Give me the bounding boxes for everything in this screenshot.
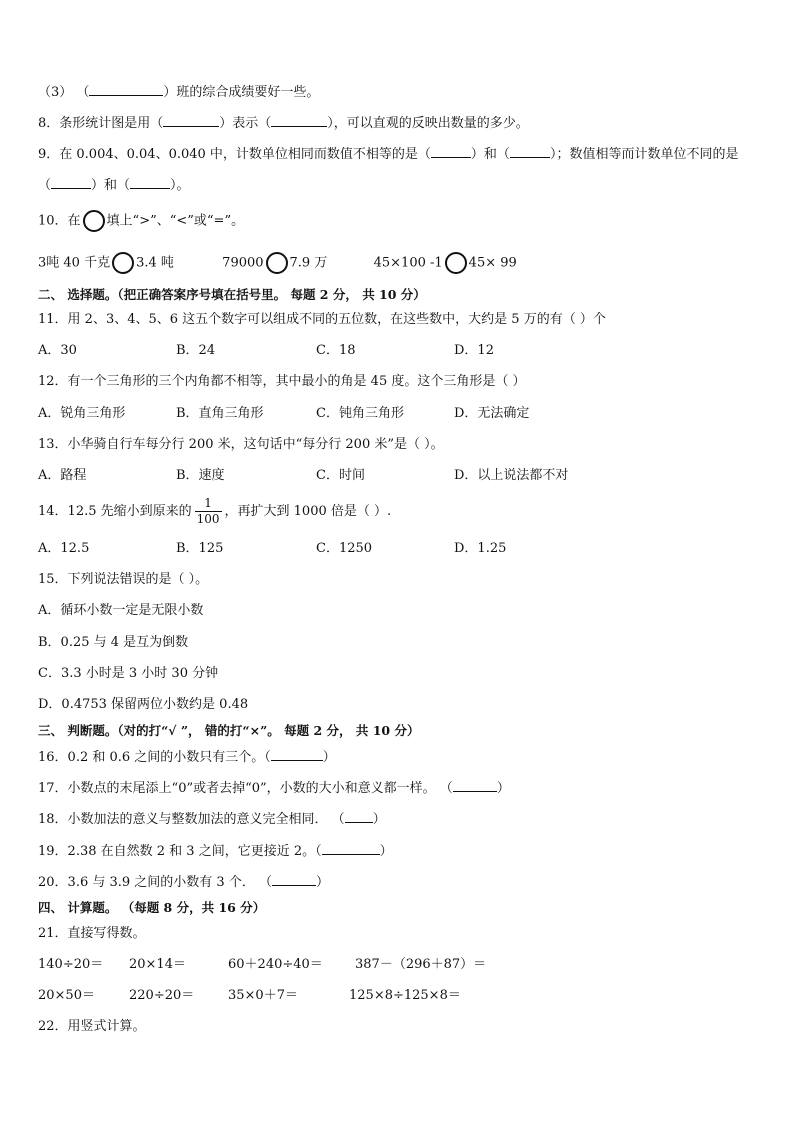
answer-blank[interactable] bbox=[510, 145, 550, 158]
question-16: 16．0.2 和 0.6 之间的小数只有三个。（ ） bbox=[38, 750, 336, 765]
question-9-cont: （ ）和（ ）。 bbox=[38, 178, 190, 193]
question-17: 17．小数点的末尾添上“0”或者去掉“0”，小数的大小和意义都一样。 （ ） bbox=[38, 781, 510, 796]
option-b[interactable]: B．速度 bbox=[176, 468, 225, 483]
section-2-heading: 二、 选择题。（把正确答案序号填在括号里。 每题 2 分， 共 10 分） bbox=[38, 287, 426, 302]
calc-item: 35×0＋7＝ bbox=[228, 988, 298, 1003]
answer-blank[interactable] bbox=[130, 176, 170, 189]
option-b[interactable]: B．0.25 与 4 是互为倒数 bbox=[38, 635, 189, 650]
option-d[interactable]: D．12 bbox=[454, 343, 494, 358]
question-10: 10．在 填上“>”、“<”或“=”。 bbox=[38, 210, 244, 232]
option-c[interactable]: C．钝角三角形 bbox=[316, 406, 404, 421]
question-18: 18．小数加法的意义与整数加法的意义完全相同． （ ） bbox=[38, 812, 386, 827]
option-c[interactable]: C．3.3 小时是 3 小时 30 分钟 bbox=[38, 666, 219, 681]
answer-blank[interactable] bbox=[322, 842, 380, 855]
question-21: 21．直接写得数。 bbox=[38, 926, 146, 941]
answer-blank[interactable] bbox=[345, 810, 373, 823]
section-3-heading: 三、 判断题。（对的打“√ ”， 错的打“×”。 每题 2 分， 共 10 分） bbox=[38, 723, 420, 738]
option-d[interactable]: D．1.25 bbox=[454, 541, 507, 556]
question-13-options bbox=[38, 467, 568, 485]
question-12-options bbox=[38, 405, 529, 423]
fraction: $\frac{1}{100}$ bbox=[196, 496, 220, 526]
calc-item: 60＋240÷40＝ bbox=[228, 957, 323, 972]
calc-item: 140÷20＝ bbox=[38, 957, 104, 972]
question-11-options bbox=[38, 342, 494, 360]
option-c[interactable]: C．18 bbox=[316, 343, 356, 358]
answer-blank[interactable] bbox=[89, 83, 163, 96]
compare-circle-icon bbox=[83, 210, 105, 232]
answer-blank[interactable] bbox=[431, 145, 471, 158]
option-d[interactable]: D．以上说法都不对 bbox=[454, 468, 569, 483]
compare-circle[interactable] bbox=[445, 252, 467, 274]
answer-blank[interactable] bbox=[272, 873, 316, 886]
question-7: （3） （ ）班的综合成绩要好一些。 bbox=[38, 85, 320, 100]
option-a[interactable]: A．锐角三角形 bbox=[38, 406, 126, 421]
question-14: 14．12.5 先缩小到原来的 $\frac{1}{100}$ ，再扩大到 1000 倍是（ ）. bbox=[38, 496, 392, 526]
answer-blank[interactable] bbox=[271, 114, 327, 127]
question-11: 11．用 2、3、4、5、6 这五个数字可以组成不同的五位数，在这些数中，大约是 5 万的有（ ）个 bbox=[38, 312, 606, 327]
calc-row-1 bbox=[38, 956, 486, 974]
option-a[interactable]: A．30 bbox=[38, 343, 77, 358]
option-c[interactable]: C．时间 bbox=[316, 468, 365, 483]
question-22: 22．用竖式计算。 bbox=[38, 1019, 146, 1034]
option-b[interactable]: B．24 bbox=[176, 343, 216, 358]
calc-item: 20×50＝ bbox=[38, 988, 95, 1003]
option-b[interactable]: B．直角三角形 bbox=[176, 406, 264, 421]
calc-item: 387－（296＋87）＝ bbox=[355, 957, 487, 972]
option-a[interactable]: A．12.5 bbox=[38, 541, 90, 556]
option-a[interactable]: A．循环小数一定是无限小数 bbox=[38, 603, 204, 618]
calc-item: 20×14＝ bbox=[129, 957, 186, 972]
option-b[interactable]: B．125 bbox=[176, 541, 224, 556]
option-d[interactable]: D．无法确定 bbox=[454, 406, 530, 421]
option-c[interactable]: C．1250 bbox=[316, 541, 373, 556]
section-4-heading: 四、 计算题。 （每题 8 分，共 16 分） bbox=[38, 900, 266, 915]
question-19: 19．2.38 在自然数 2 和 3 之间，它更接近 2。（ ） bbox=[38, 844, 393, 859]
answer-blank[interactable] bbox=[163, 114, 219, 127]
answer-blank[interactable] bbox=[453, 779, 497, 792]
question-9: 9．在 0.004、0.04、0.040 中，计数单位相同而数值不相等的是（ ）和（ ）；数值相等而计数单位不同的是 bbox=[38, 147, 739, 162]
calc-item: 220÷20＝ bbox=[129, 988, 195, 1003]
calc-row-2 bbox=[38, 987, 461, 1005]
option-d[interactable]: D．0.4753 保留两位小数约是 0.48 bbox=[38, 697, 249, 712]
answer-blank[interactable] bbox=[51, 176, 91, 189]
calc-item: 125×8÷125×8＝ bbox=[349, 988, 461, 1003]
question-10-items: 3吨 40 千克 3.4 吨 79000 7.9 万 45×100 -1 45× 99 bbox=[38, 252, 517, 274]
question-20: 20．3.6 与 3.9 之间的小数有 3 个． （ ） bbox=[38, 875, 329, 890]
option-a[interactable]: A．路程 bbox=[38, 468, 87, 483]
answer-blank[interactable] bbox=[271, 748, 323, 761]
question-8: 8．条形统计图是用（ ）表示（ ），可以直观的反映出数量的多少。 bbox=[38, 116, 529, 131]
compare-circle[interactable] bbox=[266, 252, 288, 274]
question-15: 15．下列说法错误的是（ ）。 bbox=[38, 572, 209, 587]
compare-circle[interactable] bbox=[112, 252, 134, 274]
question-14-options bbox=[38, 540, 506, 558]
question-13: 13．小华骑自行车每分行 200 米，这句话中“每分行 200 米”是（ ）。 bbox=[38, 437, 444, 452]
question-12: 12．有一个三角形的三个内角都不相等，其中最小的角是 45 度。这个三角形是（ ） bbox=[38, 374, 526, 389]
